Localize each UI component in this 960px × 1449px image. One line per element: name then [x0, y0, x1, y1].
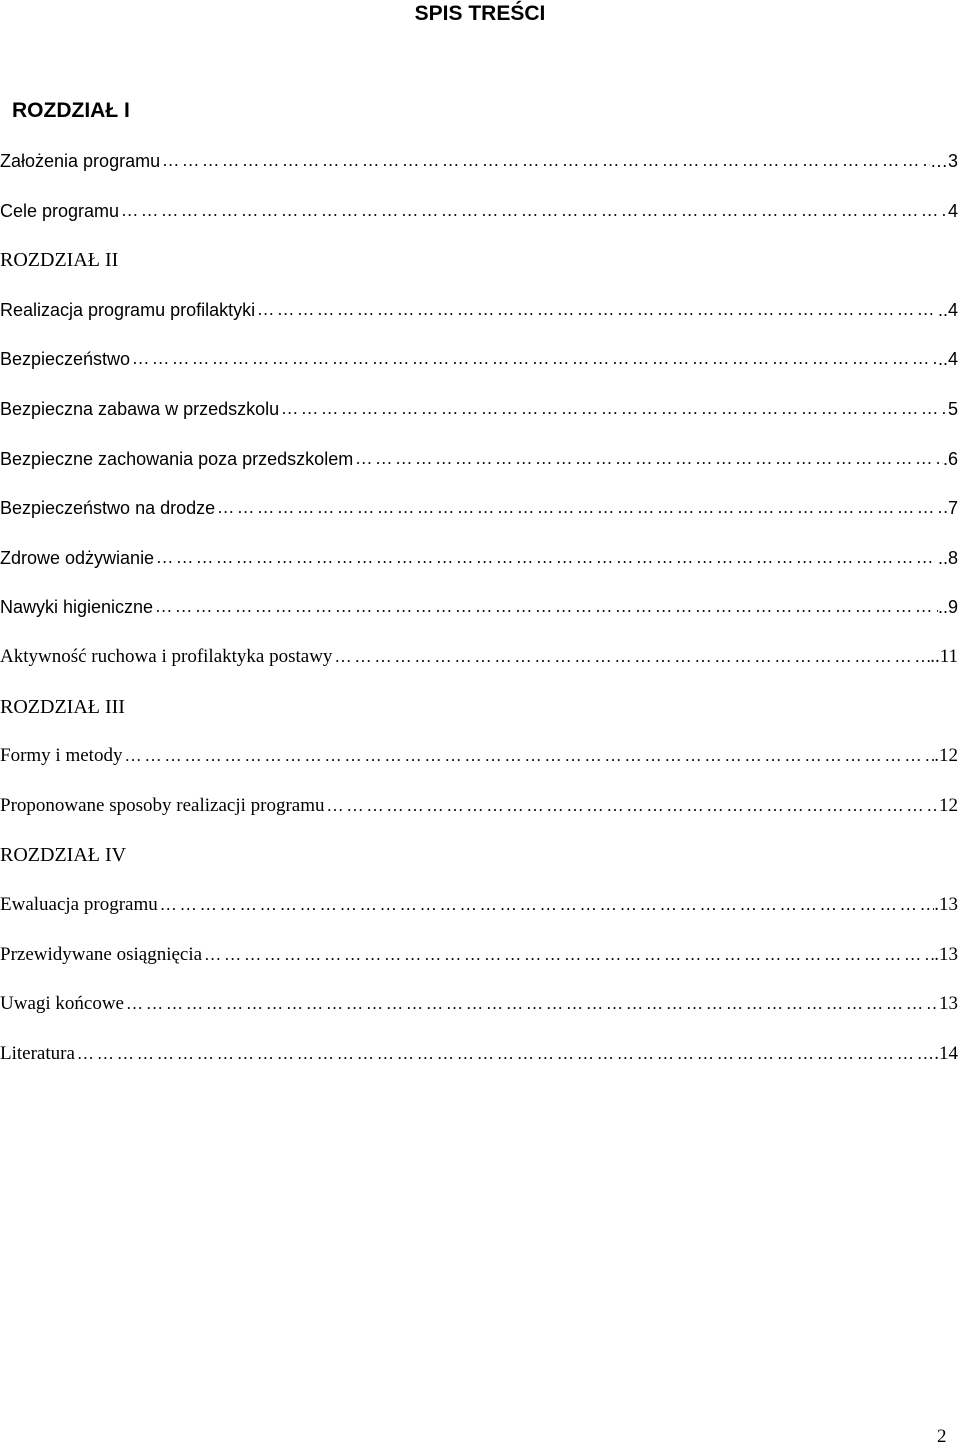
toc-entry-page: .13: [934, 893, 958, 915]
toc-entry-label: Literatura: [0, 1042, 75, 1064]
dot-leader: [153, 594, 938, 620]
table-of-contents: [0, 148, 958, 1090]
dot-leader: [154, 545, 938, 571]
chapter-4-heading: [0, 842, 958, 892]
toc-entry-label: Ewaluacja programu: [0, 893, 158, 915]
toc-entry-label: Aktywność ruchowa i profilaktyka postawy: [0, 645, 333, 667]
toc-entry-label: Realizacja programu profilaktyki: [0, 299, 256, 320]
toc-entry-label: Nawyki higieniczne: [0, 597, 154, 618]
dot-leader: [255, 297, 938, 323]
toc-entry-page: ..8: [937, 547, 958, 568]
dot-leader: [325, 793, 940, 819]
chapter-1-heading: ROZDZIAŁ I: [12, 99, 130, 122]
dot-leader: [202, 942, 934, 968]
dot-leader: [130, 346, 938, 372]
toc-entry-page: 4: [947, 200, 958, 221]
dot-leader: [215, 495, 948, 521]
toc-entry-page: 7: [947, 498, 958, 519]
toc-entry-page: .6: [942, 448, 958, 469]
toc-entry-realizacja[interactable]: [0, 297, 958, 347]
dot-leader: [332, 644, 930, 670]
toc-entry-page: 12: [939, 794, 958, 816]
toc-entry-page: ..9: [937, 597, 958, 618]
toc-entry-label: Proponowane sposoby realizacji programu: [0, 794, 325, 816]
toc-entry-bezpieczna-zabawa[interactable]: [0, 396, 958, 446]
toc-entry-label: Przewidywane osiągnięcia: [0, 943, 203, 965]
toc-entry-zdrowe-odzywianie[interactable]: [0, 545, 958, 595]
chapter-3-heading: [0, 694, 958, 744]
toc-entry-label: Bezpieczne zachowania poza przedszkolem: [0, 448, 354, 469]
document-title: SPIS TREŚCI: [414, 2, 546, 25]
toc-entry-label: Formy i metody: [0, 745, 123, 767]
dot-leader: [160, 148, 930, 174]
toc-entry-page: 13: [939, 993, 958, 1015]
chapter-2-heading: [0, 247, 958, 297]
toc-entry-page: 5: [947, 398, 958, 419]
toc-entry-page: …3: [929, 151, 958, 171]
toc-entry-page: .14: [934, 1042, 958, 1064]
toc-entry-ewaluacja[interactable]: [0, 892, 958, 942]
toc-entry-przewidywane[interactable]: [0, 942, 958, 992]
chapter-heading-label: ROZDZIAŁ III: [0, 695, 125, 718]
toc-entry-literatura[interactable]: [0, 1041, 958, 1091]
dot-leader: [119, 198, 948, 224]
toc-entry-label: Zdrowe odżywianie: [0, 547, 155, 568]
dot-leader: [158, 892, 935, 918]
dot-leader: [279, 396, 948, 422]
dot-leader: [124, 991, 939, 1017]
toc-entry-label: Uwagi końcowe: [0, 993, 124, 1015]
toc-entry-na-drodze[interactable]: [0, 495, 958, 545]
toc-entry-bezpieczne-zachowania[interactable]: [0, 446, 958, 496]
toc-entry-label: Bezpieczeństwo na drodze: [0, 498, 216, 519]
chapter-heading-label: ROZDZIAŁ IV: [0, 844, 127, 867]
chapter-heading-label: ROZDZIAŁ II: [0, 249, 119, 272]
toc-entry-label: Założenia programu: [0, 151, 161, 171]
toc-entry-proponowane[interactable]: [0, 793, 958, 843]
toc-entry-aktywnosc[interactable]: [0, 644, 958, 694]
toc-entry-zalozenia[interactable]: [0, 148, 958, 198]
toc-entry-uwagi[interactable]: [0, 991, 958, 1041]
dot-leader: [122, 743, 934, 769]
dot-leader: [353, 446, 943, 472]
toc-entry-cele[interactable]: [0, 198, 958, 248]
dot-leader: [75, 1041, 934, 1067]
toc-entry-label: Bezpieczeństwo: [0, 349, 131, 370]
toc-entry-page: .13: [934, 943, 958, 965]
page-number: 2: [937, 1426, 947, 1447]
toc-entry-label: Cele programu: [0, 200, 120, 221]
toc-entry-page: ..4: [937, 349, 958, 370]
toc-entry-page: ..4: [937, 299, 958, 320]
toc-entry-page: ..11: [930, 645, 958, 667]
toc-entry-bezpieczenstwo[interactable]: [0, 346, 958, 396]
toc-entry-nawyki[interactable]: [0, 594, 958, 644]
toc-entry-page: .12: [934, 745, 958, 767]
toc-entry-label: Bezpieczna zabawa w przedszkolu: [0, 398, 280, 419]
toc-entry-formy[interactable]: [0, 743, 958, 793]
